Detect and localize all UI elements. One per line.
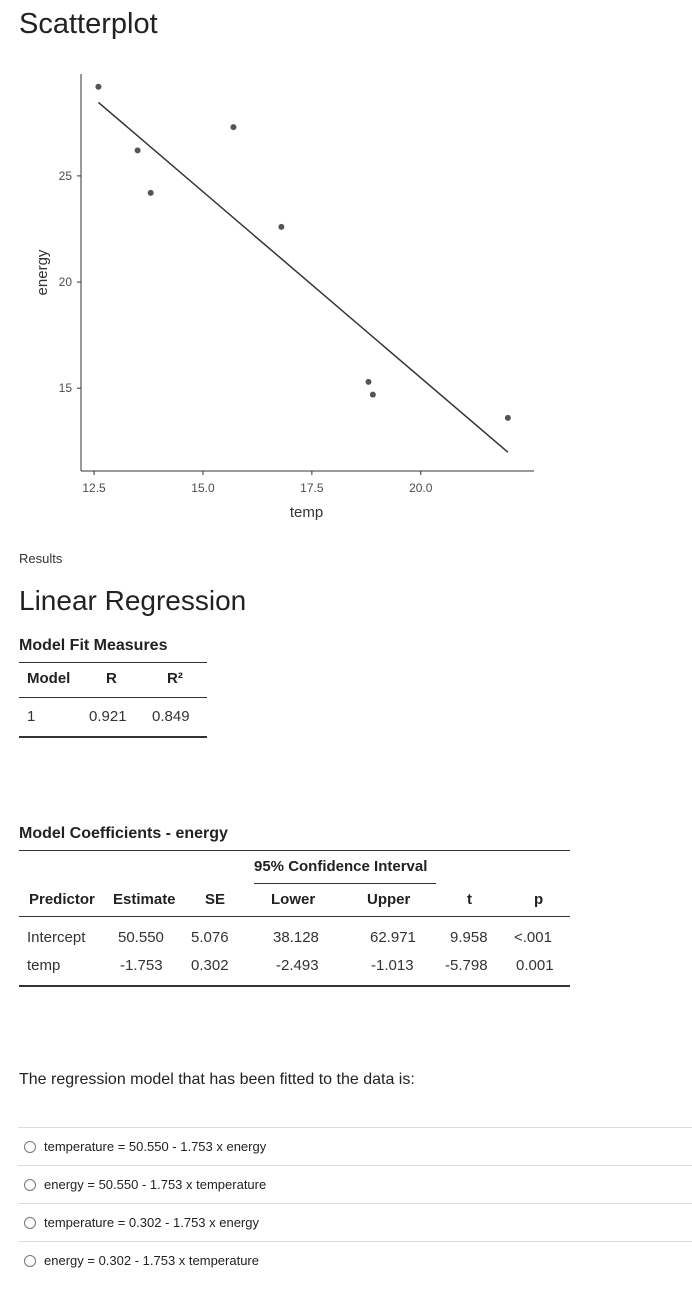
- radio-button-icon[interactable]: [24, 1179, 36, 1191]
- data-point: [278, 224, 284, 230]
- coef-row2-lower: -2.493: [276, 957, 319, 974]
- model-fit-title: Model Fit Measures: [19, 637, 168, 654]
- option-2[interactable]: [18, 1165, 692, 1203]
- data-point: [370, 392, 376, 398]
- x-tick-label: 15.0: [191, 481, 215, 495]
- y-tick-label: 15: [58, 381, 72, 396]
- option-4[interactable]: [18, 1241, 692, 1279]
- data-point: [505, 415, 511, 421]
- regression-line: [98, 102, 507, 452]
- regression-title: Linear Regression: [19, 585, 247, 616]
- model-fit-cell-r2: 0.849: [152, 708, 190, 725]
- option-label: temperature = 0.302 - 1.753 x energy: [44, 1215, 259, 1230]
- coef-row1-estimate: 50.550: [118, 929, 164, 946]
- coef-header-se: SE: [205, 891, 226, 908]
- ci-underline: [254, 883, 436, 884]
- coef-row1-lower: 38.128: [273, 929, 319, 946]
- coef-header-rule: [19, 916, 570, 917]
- coef-header-estimate: Estimate: [113, 891, 176, 908]
- data-point: [95, 84, 101, 90]
- coef-header-lower: Lower: [271, 891, 316, 908]
- radio-button-icon[interactable]: [24, 1141, 36, 1153]
- coef-row1-t: 9.958: [450, 929, 488, 946]
- x-axis-label: temp: [289, 504, 324, 521]
- x-tick-label: 12.5: [82, 481, 106, 495]
- option-label: temperature = 50.550 - 1.753 x energy: [44, 1139, 267, 1154]
- data-point: [135, 147, 141, 153]
- y-tick-label: 25: [58, 168, 72, 183]
- coef-header-predictor: Predictor: [29, 891, 95, 908]
- coef-row1-upper: 62.971: [370, 929, 416, 946]
- radio-button-icon[interactable]: [24, 1255, 36, 1267]
- scatterplot-chart: [0, 60, 560, 530]
- y-tick-label: 20: [58, 275, 72, 290]
- data-point: [230, 124, 236, 130]
- data-point: [148, 190, 154, 196]
- ci-header: 95% Confidence Interval: [254, 858, 428, 875]
- coef-header-upper: Upper: [367, 891, 411, 908]
- coef-row2-se: 0.302: [191, 957, 229, 974]
- option-1[interactable]: [18, 1127, 692, 1165]
- model-fit-top-rule: [19, 662, 207, 663]
- model-fit-header-r: R: [106, 670, 117, 687]
- coef-row2-upper: -1.013: [371, 957, 414, 974]
- coef-row1-p: <.001: [514, 929, 552, 946]
- model-fit-cell-r: 0.921: [89, 708, 127, 725]
- model-fit-bottom-rule: [19, 736, 207, 738]
- coef-header-p: p: [534, 891, 544, 908]
- model-fit-header-model: Model: [27, 670, 71, 687]
- x-tick-label: 20.0: [409, 481, 433, 495]
- model-fit-cell-model: 1: [27, 708, 36, 725]
- results-label: Results: [19, 551, 63, 566]
- coefficients-title: Model Coefficients - energy: [19, 825, 228, 842]
- model-fit-header-r2: R²: [167, 670, 183, 687]
- coef-row2-predictor: temp: [27, 957, 61, 974]
- coefficients-top-rule: [19, 850, 570, 851]
- option-label: energy = 0.302 - 1.753 x temperature: [44, 1253, 259, 1268]
- coef-row1-se: 5.076: [191, 929, 229, 946]
- coef-row2-t: -5.798: [445, 957, 488, 974]
- question-text: The regression model that has been fitted to the data is:: [19, 1071, 415, 1088]
- coef-header-t: t: [467, 891, 472, 908]
- option-3[interactable]: [18, 1203, 692, 1241]
- coef-row2-estimate: -1.753: [120, 957, 163, 974]
- option-label: energy = 50.550 - 1.753 x temperature: [44, 1177, 267, 1192]
- coef-row1-predictor: Intercept: [27, 929, 86, 946]
- coefficients-bottom-rule: [19, 985, 570, 987]
- coef-row2-p: 0.001: [516, 957, 554, 974]
- x-tick-label: 17.5: [300, 481, 324, 495]
- model-fit-header-rule: [19, 697, 207, 698]
- scatterplot-title: Scatterplot: [19, 8, 158, 40]
- y-axis-label: energy: [34, 249, 51, 296]
- radio-button-icon[interactable]: [24, 1217, 36, 1229]
- data-point: [365, 379, 371, 385]
